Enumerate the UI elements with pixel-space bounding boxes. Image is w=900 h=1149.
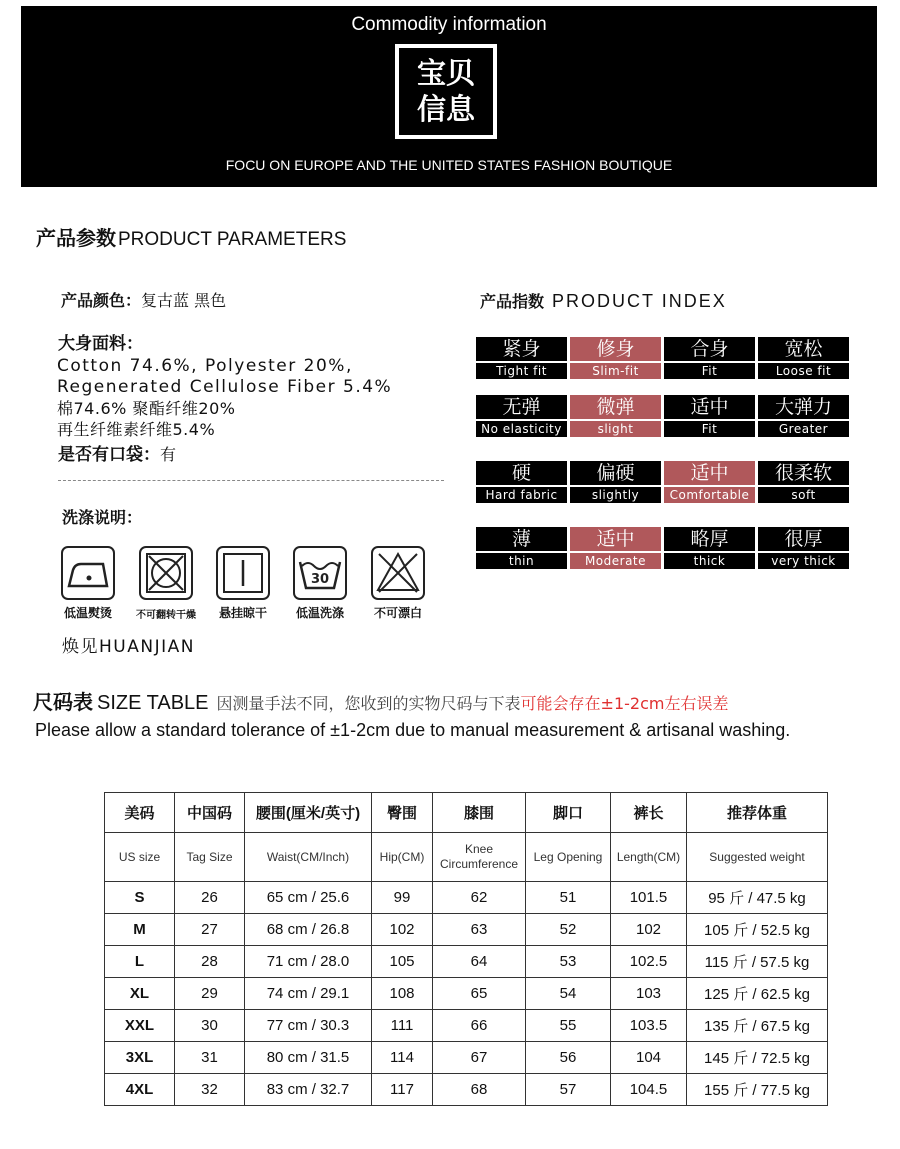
fabric-line: Regenerated Cellulose Fiber 5.4% (57, 377, 393, 397)
table-cell: 102 (372, 914, 433, 946)
index-cell-en: Moderate (570, 553, 661, 569)
index-cell-zh: 无弹 (476, 395, 567, 419)
index-cell (476, 527, 567, 569)
table-cell: 66 (433, 1010, 526, 1042)
header-cell-en: Tag Size (175, 833, 245, 882)
pocket-value: 有 (160, 445, 177, 464)
section-divider (58, 480, 444, 481)
table-cell: XL (105, 978, 175, 1010)
table-cell: 101.5 (611, 882, 687, 914)
table-row (105, 914, 828, 946)
index-cell-en: very thick (758, 553, 849, 569)
banner-subtitle: FOCU ON EUROPE AND THE UNITED STATES FASHION BOUTIQUE (225, 157, 673, 173)
index-cell-zh: 适中 (664, 461, 755, 485)
table-cell: M (105, 914, 175, 946)
index-cell (476, 337, 567, 379)
table-cell: 64 (433, 946, 526, 978)
table-cell: 53 (526, 946, 611, 978)
table-cell: XXL (105, 1010, 175, 1042)
color-value: 复古蓝 黑色 (141, 291, 227, 310)
index-cell-zh: 大弹力 (758, 395, 849, 419)
header-cell-zh: 脚口 (526, 793, 611, 833)
index-cell-en: slightly (570, 487, 661, 503)
table-cell: 95 斤 / 47.5 kg (687, 882, 828, 914)
index-cell-en: Fit (664, 363, 755, 379)
table-cell: 125 斤 / 62.5 kg (687, 978, 828, 1010)
header-cell-zh: 推荐体重 (687, 793, 828, 833)
table-cell: 111 (372, 1010, 433, 1042)
color-label: 产品颜色： (61, 291, 142, 310)
hang-dry-icon (216, 546, 270, 600)
table-cell: 31 (175, 1042, 245, 1074)
table-cell: 103.5 (611, 1010, 687, 1042)
wash-temp-label: 30 (310, 572, 330, 587)
table-cell: 62 (433, 882, 526, 914)
table-cell: 105 斤 / 52.5 kg (687, 914, 828, 946)
table-cell: 74 cm / 29.1 (245, 978, 372, 1010)
index-cell-en: Fit (664, 421, 755, 437)
index-cell-zh: 薄 (476, 527, 567, 551)
table-cell: 71 cm / 28.0 (245, 946, 372, 978)
index-cell-zh: 硬 (476, 461, 567, 485)
table-cell: 30 (175, 1010, 245, 1042)
index-heading (480, 289, 727, 312)
table-cell: 77 cm / 30.3 (245, 1010, 372, 1042)
size-heading-zh: 尺码表 (33, 690, 93, 714)
table-cell: 68 cm / 26.8 (245, 914, 372, 946)
table-cell: 104 (611, 1042, 687, 1074)
table-row (105, 946, 828, 978)
header-cell-en: Length(CM) (611, 833, 687, 882)
params-heading-zh: 产品参数 (36, 226, 116, 250)
table-cell: 65 (433, 978, 526, 1010)
index-cell (570, 395, 661, 437)
table-cell: 103 (611, 978, 687, 1010)
index-cell (758, 337, 849, 379)
table-row (105, 978, 828, 1010)
no-tumble-dry-icon (139, 546, 193, 600)
index-cell-zh: 适中 (664, 395, 755, 419)
index-cell-en: Tight fit (476, 363, 567, 379)
table-cell: 99 (372, 882, 433, 914)
size-heading (33, 686, 728, 715)
fabric-line: 再生纤维素纤维5.4% (57, 420, 216, 439)
wash-caption: 悬挂晾干 (218, 606, 267, 620)
index-cell-zh: 紧身 (476, 337, 567, 361)
table-cell: 105 (372, 946, 433, 978)
header-cell-en: Knee Circumference (433, 833, 526, 882)
table-cell: L (105, 946, 175, 978)
fabric-line: 棉74.6% 聚酯纤维20% (57, 399, 236, 418)
index-cell-en: thin (476, 553, 567, 569)
wash-caption: 低温熨烫 (63, 606, 112, 620)
index-cell (758, 527, 849, 569)
index-cell-en: Hard fabric (476, 487, 567, 503)
table-cell: 54 (526, 978, 611, 1010)
index-cell-en: Greater (758, 421, 849, 437)
index-cell-zh: 很柔软 (758, 461, 849, 485)
header-cell-zh: 美码 (105, 793, 175, 833)
table-cell: 3XL (105, 1042, 175, 1074)
table-cell: 57 (526, 1074, 611, 1106)
pocket-label: 是否有口袋： (58, 445, 160, 465)
index-cell-zh: 宽松 (758, 337, 849, 361)
header-banner (21, 6, 877, 187)
fabric-line: Cotton 74.6%, Polyester 20%, (57, 356, 353, 376)
header-cell-zh: 臀围 (372, 793, 433, 833)
tolerance-note: Please allow a standard tolerance of ±1-2cm due to manual measurement & artisanal washing. (35, 720, 791, 740)
table-cell: 27 (175, 914, 245, 946)
table-cell: 117 (372, 1074, 433, 1106)
header-cell-zh: 中国码 (175, 793, 245, 833)
table-cell: 102 (611, 914, 687, 946)
table-cell: 56 (526, 1042, 611, 1074)
no-bleach-icon (371, 546, 425, 600)
index-cell (664, 461, 755, 503)
table-cell: 55 (526, 1010, 611, 1042)
table-row (105, 1010, 828, 1042)
brand-name: 焕见HUANJIAN (62, 637, 195, 657)
table-cell: 135 斤 / 67.5 kg (687, 1010, 828, 1042)
table-cell: 63 (433, 914, 526, 946)
wash-caption: 低温洗涤 (295, 606, 344, 620)
table-row (105, 882, 828, 914)
header-cell-en: US size (105, 833, 175, 882)
index-heading-zh: 产品指数 (480, 292, 545, 311)
table-header-row (105, 793, 828, 833)
index-cell (664, 527, 755, 569)
index-cell (664, 395, 755, 437)
pocket-row (58, 440, 176, 465)
wash-caption: 不可漂白 (373, 606, 422, 620)
table-cell: 65 cm / 25.6 (245, 882, 372, 914)
params-heading-en: PRODUCT PARAMETERS (118, 229, 347, 250)
table-cell: 68 (433, 1074, 526, 1106)
table-cell: 51 (526, 882, 611, 914)
index-cell (758, 461, 849, 503)
index-cell-en: soft (758, 487, 849, 503)
table-cell: 115 斤 / 57.5 kg (687, 946, 828, 978)
index-cell-en: No elasticity (476, 421, 567, 437)
header-cell-en: Waist(CM/Inch) (245, 833, 372, 882)
fabric-composition (57, 356, 392, 440)
index-cell-en: Loose fit (758, 363, 849, 379)
info-badge (395, 44, 497, 139)
index-cell-en: slight (570, 421, 661, 437)
table-cell: 108 (372, 978, 433, 1010)
table-cell: 32 (175, 1074, 245, 1106)
header-cell-en: Suggested weight (687, 833, 828, 882)
table-cell: 26 (175, 882, 245, 914)
index-cell (570, 461, 661, 503)
table-row (105, 1074, 828, 1106)
table-cell: S (105, 882, 175, 914)
table-cell: 29 (175, 978, 245, 1010)
table-cell: 145 斤 / 72.5 kg (687, 1042, 828, 1074)
index-cell-zh: 很厚 (758, 527, 849, 551)
header-cell-zh: 裤长 (611, 793, 687, 833)
size-table (104, 792, 828, 1106)
header-cell-en: Leg Opening (526, 833, 611, 882)
table-cell: 104.5 (611, 1074, 687, 1106)
params-heading (36, 222, 346, 251)
index-heading-en: PRODUCT INDEX (552, 291, 727, 311)
index-cell-zh: 偏硬 (570, 461, 661, 485)
index-cell (664, 337, 755, 379)
header-cell-en: Hip(CM) (372, 833, 433, 882)
index-cell-zh: 适中 (570, 527, 661, 551)
index-cell-zh: 修身 (570, 337, 661, 361)
table-cell: 67 (433, 1042, 526, 1074)
index-cell-en: Comfortable (664, 487, 755, 503)
size-note-warning: 可能会存在±1-2cm左右误差 (520, 694, 729, 713)
wash-30-icon (293, 546, 347, 600)
index-cell (570, 337, 661, 379)
table-cell: 102.5 (611, 946, 687, 978)
table-header-row (105, 833, 828, 882)
index-cell-en: thick (664, 553, 755, 569)
index-cell-zh: 合身 (664, 337, 755, 361)
badge-line-1: 宝贝 (416, 56, 475, 90)
table-cell: 155 斤 / 77.5 kg (687, 1074, 828, 1106)
banner-title: Commodity information (351, 14, 547, 35)
index-cell (476, 461, 567, 503)
color-row (61, 288, 226, 311)
index-cell-zh: 微弹 (570, 395, 661, 419)
index-cell (570, 527, 661, 569)
table-cell: 114 (372, 1042, 433, 1074)
wash-caption: 不可翻转干燥 (136, 610, 196, 621)
table-cell: 80 cm / 31.5 (245, 1042, 372, 1074)
table-cell: 83 cm / 32.7 (245, 1074, 372, 1106)
table-cell: 4XL (105, 1074, 175, 1106)
fabric-label: 大身面料： (58, 334, 143, 354)
low-temp-iron-icon (61, 546, 115, 600)
table-row (105, 1042, 828, 1074)
header-cell-zh: 膝围 (433, 793, 526, 833)
size-note: 因测量手法不同，您收到的实物尺码与下表 (216, 694, 521, 713)
index-cell-zh: 略厚 (664, 527, 755, 551)
header-cell-zh: 腰围(厘米/英寸) (245, 793, 372, 833)
index-cell-en: Slim-fit (570, 363, 661, 379)
badge-line-2: 信息 (416, 92, 475, 126)
index-cell (758, 395, 849, 437)
table-cell: 52 (526, 914, 611, 946)
table-cell: 28 (175, 946, 245, 978)
wash-label: 洗涤说明： (62, 508, 143, 527)
index-cell (476, 395, 567, 437)
size-heading-en: SIZE TABLE (97, 692, 209, 714)
